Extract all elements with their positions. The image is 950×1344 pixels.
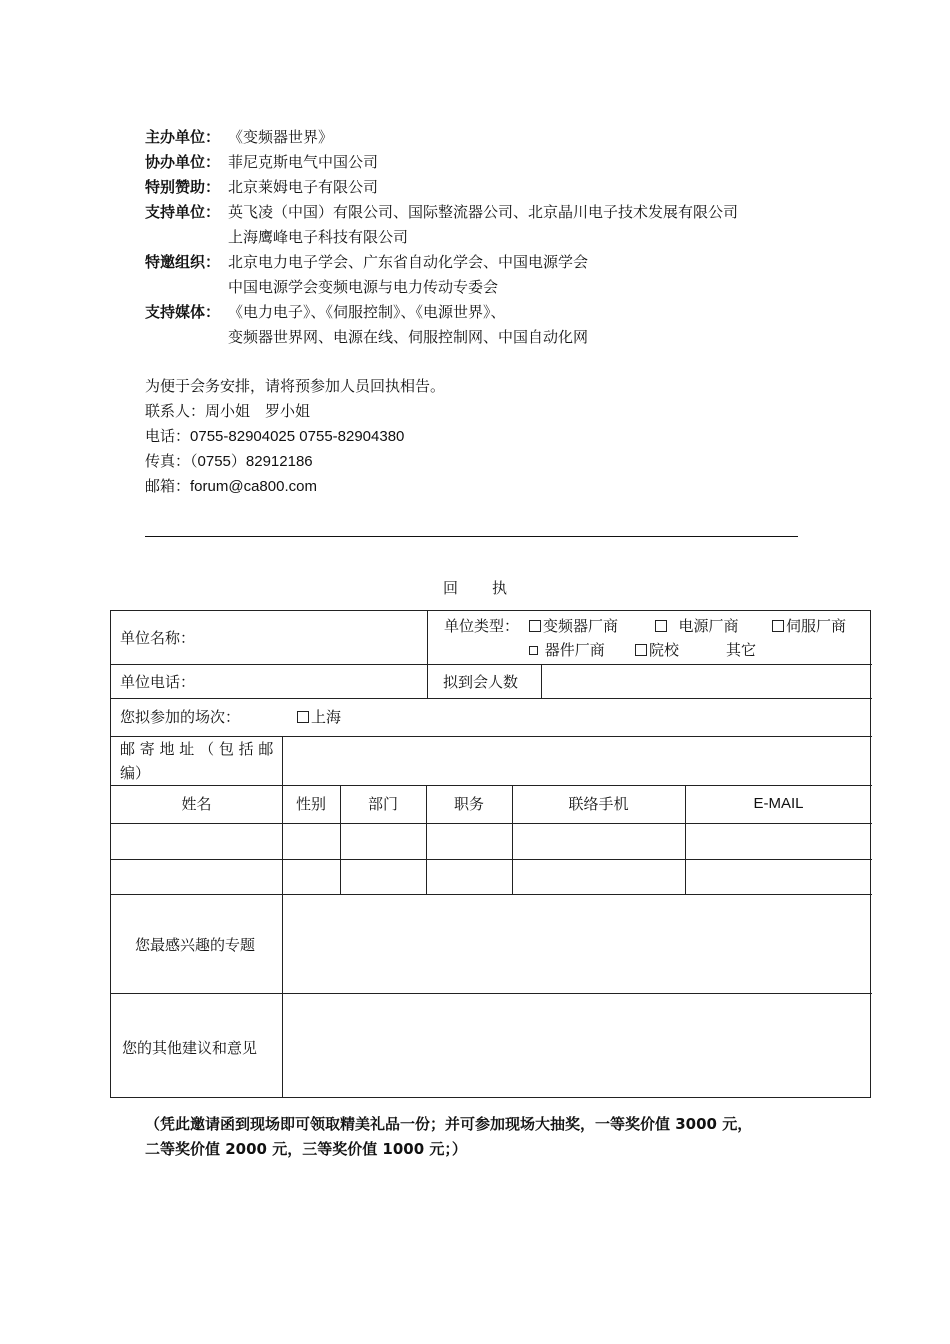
- table-row[interactable]: [111, 824, 870, 858]
- label-sponsor: 特别赞助：: [145, 178, 221, 196]
- col-mobile: 联络手机: [568, 795, 629, 813]
- form-title-b: 执: [492, 579, 508, 597]
- contact-phone-value: 0755-82904025 0755-82904380: [190, 428, 405, 445]
- contact-email-label: 邮箱：: [145, 477, 191, 495]
- type-option-school[interactable]: 院校: [635, 638, 679, 662]
- label-host: 主办单位：: [145, 128, 221, 146]
- suggestion-field[interactable]: [284, 995, 868, 1095]
- label-supporters: 支持单位：: [145, 203, 221, 221]
- attendees-label: 拟到会人数: [443, 673, 519, 691]
- interest-label: 您最感兴趣的专题: [135, 936, 256, 954]
- company-phone-label: 单位电话：: [120, 673, 196, 691]
- address-field[interactable]: [284, 738, 868, 783]
- company-phone-field[interactable]: [201, 666, 423, 696]
- type-option-device[interactable]: 器件厂商: [529, 638, 605, 662]
- value-supporters-2: 上海鹰峰电子科技有限公司: [228, 228, 409, 246]
- value-supporters-1: 英飞凌（中国）有限公司、国际整流器公司、北京晶川电子技术发展有限公司: [228, 203, 739, 221]
- checkbox-icon[interactable]: [772, 620, 784, 632]
- label-invited: 特邀组织：: [145, 253, 221, 271]
- interest-field[interactable]: [284, 896, 868, 992]
- value-co-organizer: 菲尼克斯电气中国公司: [228, 153, 379, 171]
- contact-phone-label: 电话：: [145, 427, 191, 445]
- company-name-label: 单位名称：: [120, 629, 196, 647]
- contact-fax-label: 传真：: [145, 452, 191, 470]
- type-option-inverter[interactable]: 变频器厂商: [529, 614, 618, 638]
- type-option-power[interactable]: 电源厂商: [655, 614, 739, 638]
- checkbox-icon[interactable]: [297, 711, 309, 723]
- attendees-field[interactable]: [544, 666, 868, 696]
- contact-fax-value: （0755）82912186: [190, 453, 313, 470]
- col-name: 姓名: [181, 795, 212, 813]
- checkbox-icon[interactable]: [529, 620, 541, 632]
- company-type-label: 单位类型：: [444, 617, 520, 635]
- form-title: [0, 577, 950, 598]
- suggestion-label: 您的其他建议和意见: [122, 1039, 258, 1057]
- label-media: 支持媒体：: [145, 303, 221, 321]
- col-position: 职务: [453, 795, 484, 813]
- checkbox-icon[interactable]: [529, 646, 538, 655]
- value-invited-1: 北京电力电子学会、广东省自动化学会、中国电源学会: [228, 253, 589, 271]
- contact-person-value: 周小姐 罗小姐: [205, 402, 311, 420]
- type-option-servo[interactable]: 伺服厂商: [772, 614, 846, 638]
- contact-person: [145, 401, 310, 421]
- contact-phone: [145, 426, 404, 447]
- col-gender: 性别: [295, 795, 326, 813]
- value-media-2: 变频器世界网、电源在线、伺服控制网、中国自动化网: [228, 328, 589, 346]
- contact-email: [145, 476, 317, 497]
- value-media-1: 《电力电子》、《伺服控制》、《电源世界》、: [228, 303, 506, 321]
- separator-line: [145, 536, 798, 537]
- contact-note: 为便于会务安排，请将预参加人员回执相告。: [145, 377, 446, 395]
- col-email: E-MAIL: [753, 795, 804, 812]
- type-option-other[interactable]: 其它: [726, 641, 757, 659]
- contact-person-label: 联系人：: [145, 402, 206, 420]
- contact-fax: [145, 451, 313, 472]
- footer-line-1: （凭此邀请函到现场即可领取精美礼品一份；并可参加现场大抽奖，一等奖价值 3000 元，: [145, 1115, 753, 1133]
- session-option-shanghai[interactable]: 上海: [297, 705, 341, 729]
- contact-email-value[interactable]: forum@ca800.com: [190, 478, 317, 495]
- checkbox-icon[interactable]: [635, 644, 647, 656]
- address-label-1: 邮 寄 地 址 （ 包 括 邮: [120, 740, 274, 758]
- table-row[interactable]: [111, 860, 870, 893]
- label-co-organizer: 协办单位：: [145, 153, 221, 171]
- session-label: 您拟参加的场次：: [120, 708, 241, 726]
- value-host: 《变频器世界》: [228, 128, 334, 146]
- value-sponsor: 北京莱姆电子有限公司: [228, 178, 379, 196]
- footer-line-2: 二等奖价值 2000 元，三等奖价值 1000 元；）: [145, 1140, 467, 1158]
- company-name-field[interactable]: [201, 613, 423, 662]
- address-label-2: 编）: [120, 764, 151, 782]
- checkbox-icon[interactable]: [655, 620, 667, 632]
- value-invited-2: 中国电源学会变频电源与电力传动专委会: [228, 278, 499, 296]
- reply-form: [110, 610, 871, 1098]
- col-department: 部门: [367, 795, 398, 813]
- form-title-a: 回: [442, 579, 458, 597]
